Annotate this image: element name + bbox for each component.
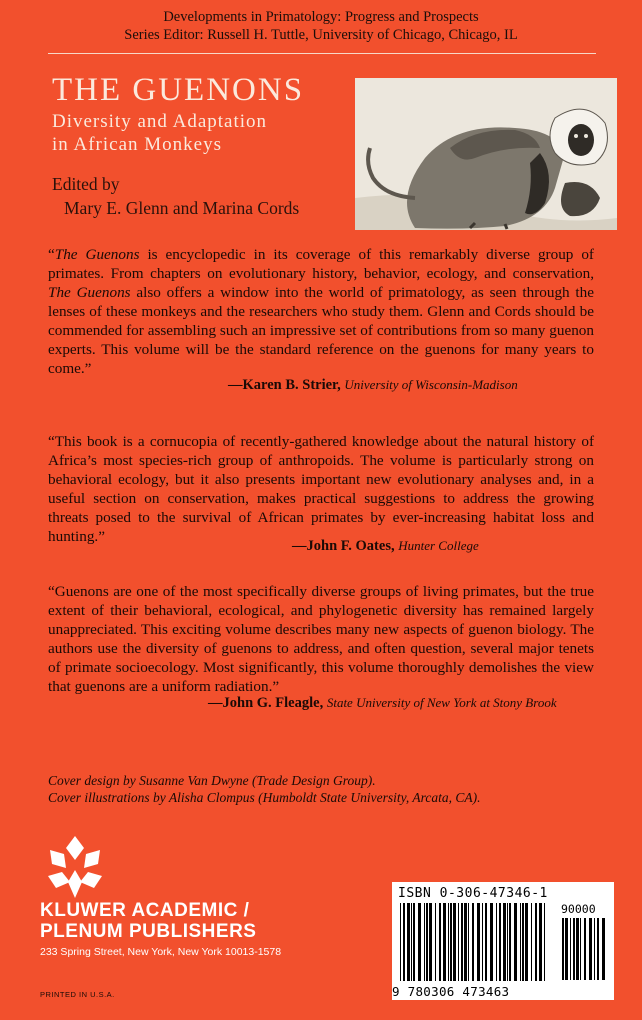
book-title: THE GUENONS (52, 72, 305, 108)
series-header (0, 8, 642, 44)
barcode-bar (429, 903, 432, 981)
quote-2-author: —John F. Oates, (292, 538, 395, 554)
publisher-name-line-1: KLUWER ACADEMIC / (40, 900, 250, 921)
barcode-bar (535, 903, 537, 981)
barcode-bar (531, 903, 532, 981)
barcode-bar (482, 903, 483, 981)
barcode-bar (503, 903, 506, 981)
isbn-label: ISBN 0-306-47346-1 (398, 886, 548, 901)
editors-block (52, 172, 299, 220)
cover-design-credit: Cover design by Susanne Van Dwyne (Trade Design Group). (48, 773, 376, 788)
edited-by-label: Edited by (52, 174, 120, 194)
quote-3-author: —John G. Fleagle, (208, 695, 324, 711)
barcode-bar (411, 903, 412, 981)
barcode-bar (573, 918, 575, 980)
quote-2-attribution (292, 537, 479, 555)
barcode-bar (544, 903, 545, 981)
monkey-illustration-icon (355, 78, 617, 230)
barcode-bar (520, 903, 521, 981)
barcode-bar (580, 918, 581, 980)
barcode-bar (602, 918, 605, 980)
barcode-bar (461, 903, 463, 981)
barcode-bar (443, 903, 446, 981)
publisher-address: 233 Spring Street, New York, New York 10013-1578 (40, 946, 282, 958)
book-subtitle (52, 110, 372, 156)
barcode-bar (584, 918, 586, 980)
barcode-bar (525, 903, 528, 981)
barcode-bar (424, 903, 425, 981)
barcode-bar (565, 918, 568, 980)
barcode-bar (439, 903, 441, 981)
review-quote-3: “Guenons are one of the most specifically diverse groups of living primates, but the true extent of their behavioral, ecological, and phylogenetic diversity has remained largely unappreciated. This exciting volume describes many new aspects of guenon biology. The authors use the diversity of guenons to address, and often question, several major tenets of primate socioecology. Most significantly, this volume thoroughly demolishes the view that guenons are a uniform radiation.” (48, 583, 594, 695)
ean-number: 9 780306 473463 (392, 984, 510, 999)
barcode-bar (403, 903, 405, 981)
addon-barcode (560, 918, 608, 980)
barcode-bar (490, 903, 493, 981)
editor-names: Mary E. Glenn and Marina Cords (64, 198, 300, 218)
cover-credits (48, 772, 481, 806)
barcode-bar (597, 918, 599, 980)
barcode-bar (453, 903, 456, 981)
barcode-bar (570, 918, 571, 980)
quote-2-affiliation: Hunter College (398, 538, 479, 553)
quote-1-text-a: is encyclopedic in its coverage of this remarkably diverse group of primates. From chapters on evolutionary history, behavior, ecology, and conservation, (48, 246, 594, 282)
quote-1-author: —Karen B. Strier, (228, 377, 341, 393)
barcode-bar (576, 918, 579, 980)
quote-1-book-title-2: The Guenons (48, 284, 131, 301)
barcode-bar (539, 903, 542, 981)
publisher-name-line-2: PLENUM PUBLISHERS (40, 921, 257, 942)
monkey-illustration (355, 78, 617, 230)
barcode-bar (435, 903, 436, 981)
quote-1-attribution (228, 376, 518, 394)
quote-3-affiliation: State University of New York at Stony Brook (326, 695, 557, 710)
barcode-bar (509, 903, 511, 981)
barcode-bar (477, 903, 480, 981)
barcode-bar (485, 903, 487, 981)
quote-1-affiliation: University of Wisconsin-Madison (344, 377, 518, 392)
barcode-bar (400, 903, 401, 981)
subtitle-line-2: in African Monkeys (52, 134, 222, 155)
barcode-bar (522, 903, 524, 981)
barcode-bar (496, 903, 497, 981)
quote-1-text-b: also offers a window into the world of primatology, as seen through the lenses of these monkeys and the researchers who study them. Glenn and Cords should be commended for assembling such an impressive set of contributions from so many guenon experts. This volume will be the standard reference on the guenons for many years to come.” (48, 284, 594, 377)
barcode-bar (426, 903, 428, 981)
ean-barcode (398, 903, 548, 981)
barcode-bar (589, 918, 592, 980)
series-title: Developments in Primatology: Progress and Prospects (163, 9, 479, 25)
barcode-bar (418, 903, 421, 981)
review-quote-2: “This book is a cornucopia of recently-gathered knowledge about the natural history of Africa’s most species-rich group of anthropoids. The volume is particularly strong on behavioral ecology, but it also presents important new evolutionary analyses and, in a useful section on conservation, makes practical suggestions to address the growing threats posed to the survival of African primates by ever-increasing habitat loss and hunting.” (48, 433, 594, 545)
barcode-bar (507, 903, 508, 981)
quote-1-open: “ (48, 246, 55, 263)
barcode-bar (458, 903, 459, 981)
barcode-bar (464, 903, 467, 981)
publisher-name (40, 900, 256, 942)
divider (48, 53, 596, 54)
addon-number: 90000 (561, 902, 596, 916)
barcode-bar (562, 918, 564, 980)
barcode-bar (514, 903, 517, 981)
cover-illustration-credit: Cover illustrations by Alisha Clompus (Humboldt State University, Arcata, CA). (48, 790, 481, 805)
quote-3-attribution (208, 694, 557, 712)
review-quote-1 (48, 245, 594, 378)
barcode-bar (499, 903, 501, 981)
quote-1-book-title: The Guenons (54, 246, 140, 263)
barcode-bar (472, 903, 474, 981)
barcode-bar (413, 903, 415, 981)
barcode-bar (448, 903, 449, 981)
printed-in-label: PRINTED IN U.S.A. (40, 990, 115, 999)
subtitle-line-1: Diversity and Adaptation (52, 111, 268, 132)
series-editor: Series Editor: Russell H. Tuttle, University of Chicago, Chicago, IL (124, 27, 518, 43)
barcode-bar (450, 903, 452, 981)
barcode-bar (407, 903, 410, 981)
barcode-bar (468, 903, 469, 981)
barcode-bar (594, 918, 595, 980)
